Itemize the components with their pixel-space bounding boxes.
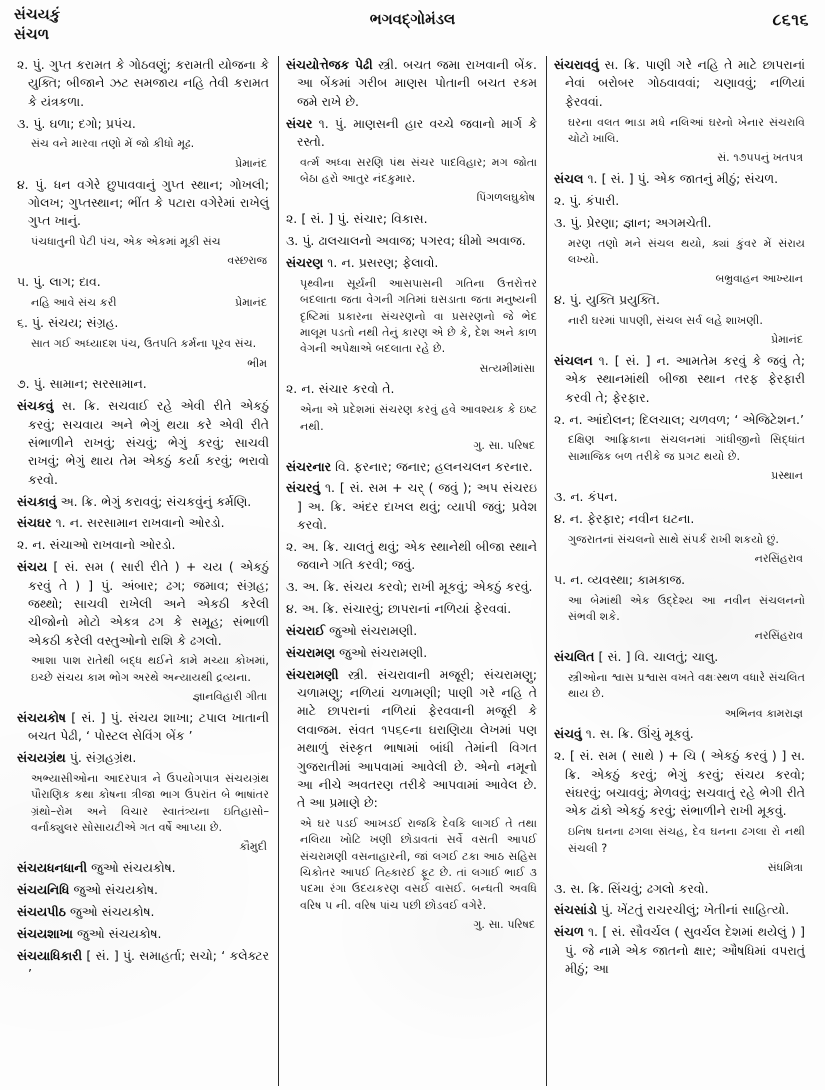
- entry-sense: ૨. ન. સંચાર કરવો તે.: [286, 381, 395, 397]
- entry-sense: ૫. ન. વ્યવસ્થા; કામકાજ.: [554, 571, 686, 587]
- dictionary-entry: [17, 859, 269, 877]
- entry-sense: ૩. પું. ઢાલચાલનો અવાજ; પગરવ; ધીમો અવાજ.: [286, 233, 526, 249]
- entry-definition: ૧. [ સં. ] પું. એક જાતનું મીઠું; સંચળ.: [583, 171, 779, 187]
- entry-definition: જુઓ સંચયકોષ.: [65, 903, 155, 919]
- dictionary-entry: [17, 749, 269, 767]
- entry-definition: [ સં. સમ ( સારી રીતે ) + ચય ( એકઠું કરવું તે ) ] પું. અંબાર; ઢગ; જમાવ; સંગ્રહ; જથ્થો; સાચવી રાખેલી અને એકઠી કરેલી ચીજોનો મોટો એકત્ર ઢગ કે સમૂહ; સંભાળી એકઠી કરેલી વસ્તુઓનો રાશિ કે ઢગલો.: [28, 559, 269, 648]
- entry-sense: ૪. પું. યુક્તિ પ્રયુક્તિ.: [554, 292, 660, 308]
- citation-source: પિંગળલઘુકોષ: [476, 191, 535, 205]
- citation-quote: સંચ વને મારવા તણો મેં જો કીધો મૂઢ.: [31, 137, 195, 151]
- headword: સંચરાવવું: [554, 57, 599, 72]
- text-column-1: [10, 56, 278, 1086]
- dictionary-entry: [554, 725, 805, 743]
- dictionary-entry: [17, 514, 269, 532]
- citation-source: સંધમિત્રા: [767, 860, 803, 874]
- entry-definition: પું. ખેંટતું રાચરચીલું; ખેતીનાં સાહિત્યો.: [596, 902, 790, 918]
- citation-quote: આશા પાશ રાતેથી બદ્ધ થઈને કામે મચ્યા કોખમાં, ઇચ્છે સંચય કામ ભોગ અરથે અન્યાયથી દ્રવ્યના.: [31, 654, 269, 684]
- headword: સંચયકોષ: [17, 709, 66, 725]
- citation-quote: ઇનિષ ઘનના ઢગલા સંચહ, દેવ ઘનના ઢગલા રો નથી સંચલી ?: [568, 825, 805, 855]
- dictionary-entry: [554, 901, 805, 919]
- entry-definition: સ. ક્રિ. પાણી ગરે નહિ તે માટે છાપરાનાં નેવાં બરોબર ગોઠવાવવાં; ચણાવવું; નળિયાં ફેરવવાં.: [565, 57, 805, 109]
- entry-definition: ૧. સ. ક્રિ. ઊંચું મૂકવું.: [581, 726, 694, 742]
- dictionary-entry: [17, 881, 269, 899]
- citation-text: નહિ આવે સંચ કરી: [31, 296, 117, 310]
- citation-quote: [17, 295, 269, 311]
- citation-quote: ગુજરાતનાં સંચલનો સાથે સંપર્ક રાખી શકયો છું.: [568, 532, 779, 546]
- citation-quote: એના એ પ્રદેશમાં સંચરણ કરવું હવે આવશ્યક કે ઇષ્ટ નથી.: [300, 403, 537, 433]
- headword: સંચરવું: [286, 480, 321, 496]
- citation-quote: પંચધાતુની પેટી પંચ, એક એકમાં મૂકી સંચ: [31, 235, 221, 249]
- citation-source: સં. ૧૭૫૫નું ખતપત્ર: [717, 151, 803, 165]
- citation-quote: અભ્યાસીઓના આદરપાત્ર ને ઉપયોગપાત્ર સંચયગ્રંથ પૌરાણિક કથા કોષના ત્રીજા ભાગ ઉપરાંત બે ભાષાંતર ગ્રંથો–રોમ અને વિચાર સ્વાતંત્ર્યના ઇતિહાસો–વર્નાક્યુલર સોસાયટીએ ગત વર્ષે આપ્યા છે.: [31, 771, 269, 834]
- dictionary-entry: [17, 493, 269, 511]
- entry-sense: ૪. ન. ફેરફાર; નવીન ઘટના.: [554, 510, 695, 526]
- citation-source: ગુ. સા. પરિષદ: [473, 918, 535, 932]
- entry-definition: સ્ત્રી. બચત જમા રાખવાની બેંક. આ બેંકમાં ગરીબ માણસ પોતાની બચત રકમ જમે રાખે છે.: [297, 57, 537, 109]
- entry-definition: [ સં. ] વિ. ચાલતું; ચાલુ.: [594, 649, 719, 665]
- citation-quote: દક્ષિણ આફ્રિકાના સંચલનમાં ગાંધીજીનો સિદ્ધાંત સામાજિક બળ તરીકે જ પ્રગટ થયો છે.: [568, 433, 805, 463]
- entry-sense: ૨. [ સં. ] પું. સંચાર; વિકાસ.: [286, 211, 428, 227]
- dictionary-entry: [286, 644, 537, 662]
- entry-definition: વિ. ફરનાર; જનાર; હલનચલન કરનાર.: [331, 458, 533, 474]
- citation-source: જ્ઞાનવિહારી ગીતા: [192, 690, 267, 704]
- dictionary-entry: [554, 352, 805, 407]
- entry-sense: ૨. [ સં. સમ ( સાથે ) + ચિ ( એકઠું કરવું ) ] સ. ક્રિ. એકઠું કરવું; ભેગું કરવું; સંચય કરવો; સંઘરવું; બચાવવું; મેળવવું; સચવાતું રહે ભેગી રીતે એક ઢાંકો એકઠું કરવું; સંભાળીને રાખી મૂકવું.: [554, 748, 805, 819]
- book-title: ભગવદ્ગોમંડલ: [369, 10, 456, 28]
- headword: સંચલિત: [554, 649, 595, 665]
- dictionary-entry: [17, 903, 269, 921]
- citation-source: નરસિંહરાવ: [754, 551, 803, 565]
- headword: સંચસાંડો: [554, 902, 597, 918]
- entry-sense: ૩. પું. પ્રેરણા; જ્ઞાન; અગમચેતી.: [554, 214, 712, 230]
- dictionary-entry: [17, 558, 269, 650]
- headword: સંચલન: [554, 353, 593, 369]
- citation-quote: વર્ત્મ અધ્વા સરણિ પંથ સંચર પાદવિહાર; મગ જોતા બેઠા હરો આતુર નંદકુમાર.: [300, 155, 537, 186]
- dictionary-entry: [286, 622, 537, 640]
- entry-definition: જુઓ સંચરામણી.: [334, 644, 428, 660]
- citation-quote: સાત ગઈ અધ્યાદશ પંચ, ઉતપતિ કર્મના પૂરવ સંચ.: [31, 337, 257, 351]
- entry-sense: ૪. પું. ધન વગેરે છુપાવવાનું ગુપ્ત સ્થાન; ગોખલી; ગોલખ; ગુપ્તસ્થાન; ભીંત કે પટારા વગેરેમાં રાખેલું ગુપ્ત ખાનું.: [17, 176, 269, 229]
- headword: સંચયગ્રંથ: [17, 750, 66, 766]
- entry-sense: ૪. અ. ક્રિ. સંચારવું; છાપરાનાં નળિયાં ફેરવવાં.: [286, 601, 512, 617]
- citation-source: કૌમુદી: [239, 840, 267, 854]
- dictionary-entry: [286, 56, 537, 111]
- headword: સંચળ: [554, 924, 584, 940]
- entry-sense: ૭. પું. સામાન; સરસામાન.: [17, 376, 147, 392]
- entry-definition: જુઓ સંચયકોષ.: [69, 881, 158, 897]
- entry-definition: પું. સંગ્રહગ્રંથ.: [65, 750, 137, 766]
- headword: સંચયોત્તેજક પેઢી: [286, 57, 373, 72]
- citation-source: પ્રેમાનંદ: [771, 333, 803, 347]
- citation-quote: આ બેમાંથી એક ઉદ્દેશ્ય આ નવીન સંચલનનો સંભવી શકે.: [568, 593, 805, 623]
- dictionary-entry: [17, 397, 269, 489]
- entry-sense: ૨. અ. ક્રિ. ચાલતું થવું; એક સ્થાનેથી બીજા સ્થાને જવાને ગતિ કરવી; જવું.: [286, 539, 537, 573]
- running-head-left-line-2: સંચળ: [14, 26, 50, 43]
- citation-source: સત્યમીમાંસા: [479, 361, 535, 375]
- headword: સંચઘર: [17, 515, 52, 531]
- citation-source: પ્રેમાનંદ: [235, 156, 267, 170]
- page-number: ૮૬૧૬: [772, 10, 809, 29]
- headword: સંચયનિધિ: [17, 881, 70, 897]
- citation-source: પ્રસ્થાન: [771, 469, 803, 483]
- entry-definition: ૧. પું. માણસની હાર વચ્ચે જવાનો માર્ગ કે રસ્તો.: [297, 115, 537, 149]
- headword: સંચલ: [554, 171, 584, 187]
- running-head: [0, 0, 825, 54]
- entry-sense: ૫. પું. લાગ; દાવ.: [17, 274, 101, 290]
- dictionary-entry: [554, 56, 805, 111]
- entry-definition: ૧. ન. પ્રસરણ; ફેલાવો.: [323, 254, 439, 270]
- text-column-2: [278, 56, 546, 1086]
- dictionary-entry: [554, 648, 805, 666]
- entry-sense: ૩. ન. કંપન.: [554, 488, 618, 504]
- entry-sense: ૩. સ. ક્રિ. સિંચવું; ઢગલો કરવો.: [554, 880, 709, 896]
- dictionary-entry: [286, 458, 537, 476]
- headword: સંચય: [17, 559, 48, 575]
- headword: સંચયપીઠ: [17, 903, 66, 919]
- columns-container: [10, 56, 815, 1086]
- entry-definition: જુઓ સંચયકોષ.: [87, 860, 176, 876]
- dictionary-entry: [17, 925, 269, 943]
- running-head-left-line-1: સંચયકું: [14, 7, 61, 23]
- headword: સંચયધનધાની: [17, 860, 88, 876]
- entry-definition: [ સં. ] પું. સમાહર્તા; સચો; ‘ કલેક્ટર ’: [28, 947, 269, 981]
- citation-quote: સ્ત્રીઓના શ્વાસ પ્રશ્વાસ વખતે વક્ષઃસ્થળ વધારે સંચલિત થાય છે.: [568, 670, 805, 701]
- headword: સંચયાધિકારી: [17, 947, 83, 963]
- headword: સંચયશાખા: [17, 925, 73, 941]
- dictionary-entry: [17, 709, 269, 746]
- citation-source: વસ્છરાજ: [227, 254, 267, 268]
- headword: સંચકાવું: [17, 493, 57, 509]
- entry-definition: ૧. ન. સરસામાન રાખવાનો ઓરડો.: [51, 515, 225, 531]
- entry-definition: સ્ત્રી. સંચરાવાની મજૂરી; સંચરામણુ; ચળામણુ; નળિયાં ચળામણી; પાણી ગરે નહિ તે માટે છાપરાનાં નળિયાં ફેરવવાની મજૂરી કે લવાજમ. સંવત ૧૫૬૯ના ઘરાણિયા લેખમાં પણ મથાળું સંસ્કૃત ભાષામાં બાંધી તેમાંની વિગત ગુજરાતીમાં આપવામાં આવેલી છે. એનો નમૂનો આ નીચે અવતરણ તરીકે આપવામાં આવેલ છે. તે આ પ્રમાણે છે:: [297, 666, 537, 811]
- dictionary-entry: [554, 170, 805, 188]
- dictionary-entry: [286, 479, 537, 534]
- dictionary-entry: [286, 254, 537, 272]
- headword: સંચરામણી: [286, 666, 339, 682]
- citation-quote: પૃથ્વીના સૂર્યની આસપાસની ગતિના ઉત્તરોત્તર બદલાતા જતા વેગની ગતિમાં ઘસડાતા જતા મનુષ્યની દૃષ્ટિમાં પ્રકારના સંચરણનો વા પ્રસરણનો જે ભેદ માલૂમ પડતો નથી તેનું કારણ એ છે કે, દેશ અને કાળ વેગની અપેક્ષાએ બદલાતા રહે છે.: [300, 276, 537, 356]
- entry-definition: જુઓ સંચયકોષ.: [72, 925, 162, 941]
- entry-definition: જુઓ સંચરામણી.: [324, 623, 418, 638]
- entry-sense: ૨. પું. કંપારી.: [554, 192, 620, 208]
- text-column-3: [546, 56, 814, 1086]
- entry-sense: ૨. ન. સંચાઓ રાખવાનો ઓરડો.: [17, 537, 176, 553]
- citation-source: નરસિંહરાવ: [754, 629, 803, 643]
- citation-quote: એ ઘર પડઈ આખડઈ રાજકિ દેવકિ લાગઈ તે તથા નલિયા ખોટિ ખણી છોડાવતાં સર્વે વસતી આપઈ સંચરામણી વસનાહારની, જાં લગઈ ટકા આઠ સહિસ ચિકોતર આપઈ તિહ્કારઈ ફૂટ છે. તાં લગાઈ ભાઈ ૩ પદમા રંગા ઉદયકરણ વસઈ વાસઈ. બન્ધતી અવધિ વરિષ ૫ ની. વરિષ પાંચ પછી છોડવઈ વગેરે.: [300, 817, 537, 912]
- headword: સંચરણ: [286, 254, 324, 270]
- citation-source: ગુ. સા. પરિષદ: [473, 438, 535, 452]
- entry-sense: ૩. પું. ઘળા; દગો; પ્રપંચ.: [17, 115, 136, 131]
- citation-quote: મરણ તણો મને સંચલ થયો, ક્યાં કુંવર મેં સંરાય લખ્યો.: [568, 236, 805, 266]
- entry-definition: ૧. [ સં. સમ + ચર્ ( જવું ); અપ સંચરઇ ] અ. ક્રિ. અંદર દાખલ થવું; વ્યાપી જવું; પ્રવેશ કરવો.: [297, 480, 537, 533]
- citation-quote: ઘરના વલત ભાડા મધે નલિઆં ઘરનો ખેનાર સંચરાવિ ચોટો ખાલિ.: [568, 115, 805, 145]
- entry-sense: ૨. પું. ગુપ્ત કરામત કે ગોઠવણું; કરામતી યોજના કે યુક્તિ; બીજાને ઝટ સમજાય નહિ તેવી કરામત કે યંત્રકળા.: [17, 57, 269, 109]
- entry-definition: ૧. [ સં. ] ન. આમતેમ કરવું કે જવું તે; એક સ્થાનમાંથી બીજા સ્થાન તરફ ફેરફારી કરવી તે; ફેરફાર.: [565, 353, 805, 405]
- headword: સંચર: [286, 115, 313, 131]
- citation-quote: નારી ઘરમાં પાપણી, સંચલ સર્વ લહે શાખણી.: [568, 313, 763, 327]
- headword: સંચરનાર: [286, 458, 332, 474]
- dictionary-entry: [554, 923, 805, 978]
- citation-source: ભીમ: [247, 356, 267, 370]
- entry-definition: સ. ક્રિ. સચવાઈ રહે એવી રીતે એકઠું કરવું; સચવાય અને ભેગું થયા કરે એવી રીતે સંભાળીને રાખવું; સંચવું; ભેગું કરવું; સાચવી રાખવું; ભેગું થાય તેમ એકઠું કર્યા કરવું; ભરાવો કરવો.: [28, 398, 269, 487]
- entry-sense: ૨. ન. આંદોલન; દિલચાલ; ચળવળ; ‘ એજિટેશન.’: [554, 411, 804, 427]
- citation-source: બભ્રુવાહન આખ્યાન: [715, 272, 803, 286]
- entry-definition: અ. ક્રિ. ભેગું કરાવવું; સંચકવુંનું કર્મણિ.: [56, 493, 252, 509]
- dictionary-entry: [286, 666, 537, 813]
- entry-definition: ૧. [ સં. સૌવર્ચલ ( સુવર્ચલ દેશમાં થયેલું ) ] પું. જે નામે એક જાતનો ક્ષાર; ઔષધિમાં વપરાતું મીઠું; આ: [565, 924, 805, 977]
- headword: સંચરામણ: [286, 644, 335, 660]
- headword: સંચકવું: [17, 398, 54, 414]
- dictionary-entry: [286, 115, 537, 152]
- entry-definition: [ સં. ] પું. સંચય શાખા; ટપાલ ખાતાની બચત પેઢી, ‘ પોસ્ટલ સેવિંગ બેંક ’: [28, 709, 269, 744]
- headword: સંચવું: [554, 726, 582, 742]
- headword: સંચરાઈ: [286, 623, 325, 638]
- citation-source: અભિનવ કામરાજ્ઞ: [724, 706, 803, 720]
- dictionary-entry: [17, 947, 269, 984]
- entry-sense: ૩. અ. ક્રિ. સંચય કરવો; રાખી મૂકવું; એકઠું કરવું.: [286, 579, 533, 595]
- citation-source: પ્રેમાનંદ: [235, 296, 267, 310]
- entry-sense: ૬. પું. સંચય; સંગ્રહ.: [17, 315, 119, 331]
